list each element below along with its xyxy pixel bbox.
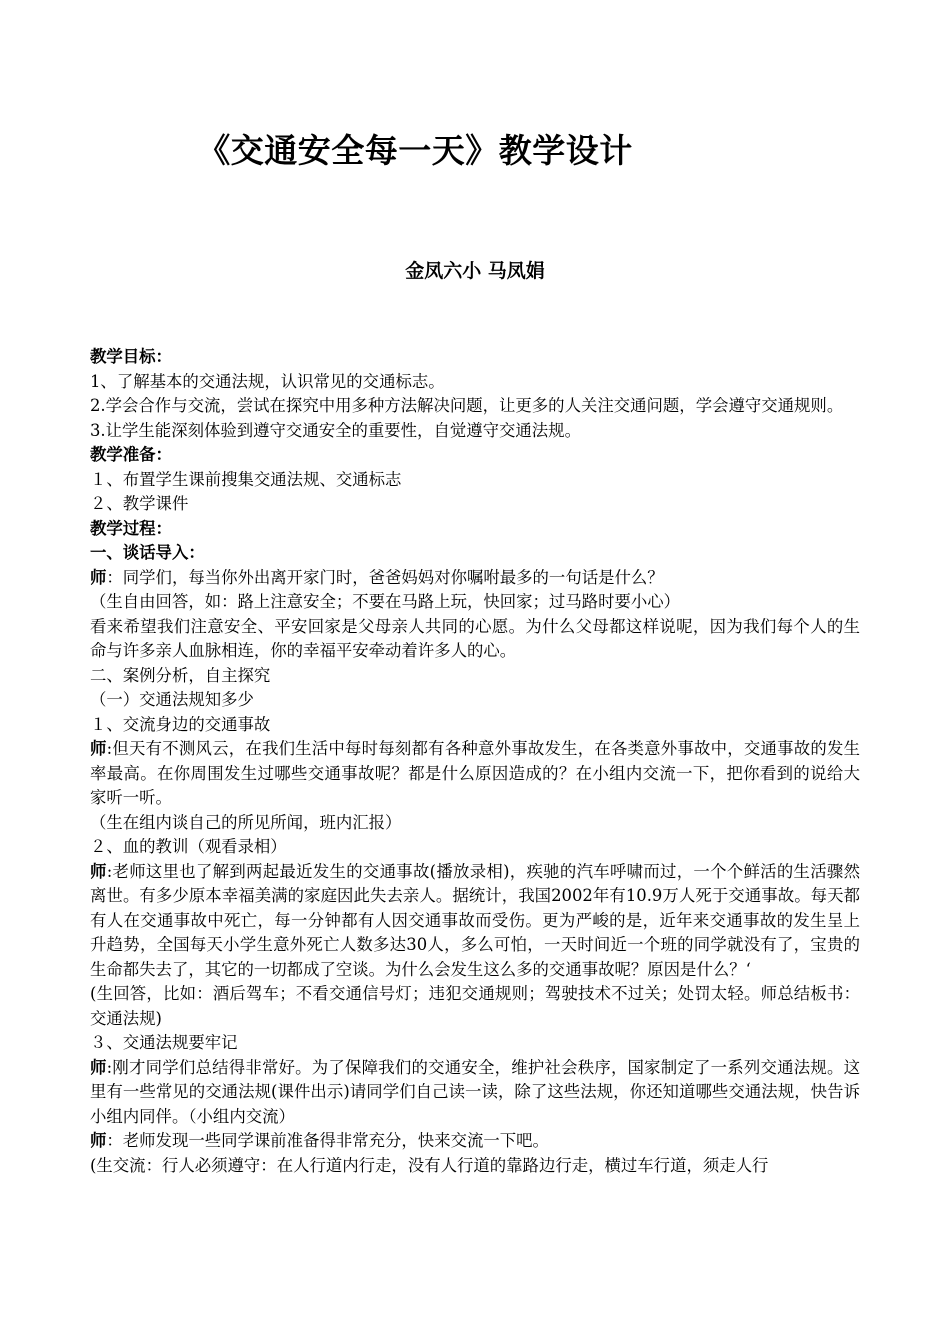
- teacher-label: 师: [90, 567, 107, 587]
- list-item: １、交流身边的交通事故: [90, 714, 271, 734]
- paragraph: （生自由回答，如：路上注意安全；不要在马路上玩，快回家；过马路时要小心）: [90, 592, 681, 611]
- paragraph: (生交流：行人必须遵守：在人行道内行走，没有人行道的靠路边行走，横过车行道，须走人行: [90, 1155, 769, 1175]
- paragraph: (生回答，比如：酒后驾车；不看交通信号灯；违犯交通规则；驾驶技术不过关；处罚太轻。师总结板书：交通法规): [90, 984, 860, 1028]
- prep-heading: 教学准备：: [90, 445, 172, 464]
- paragraph: [90, 566, 860, 591]
- process-heading: 教学过程：: [90, 518, 172, 538]
- prep-item: １、布置学生课前搜集交通法规、交通标志: [90, 469, 402, 489]
- list-item: ２、血的教训（观看录相）: [90, 837, 287, 856]
- teacher-label: 师: [90, 1057, 107, 1077]
- teacher-label: 师: [90, 861, 107, 881]
- paragraph-text: :老师这里也了解到两起最近发生的交通事故(播放录相)，疾驰的汽车呼啸而过，一个个鲜活的生活骤然离世。有多少原本幸福美满的家庭因此失去亲人。据统计，我国2002年有10.9万人死于交通事故。每天都有人在交通事故中死亡，每一分钟都有人因交通事故而受伤。更为严峻的是，近年来交通事故的发生呈上升趋势，全国每天小学生意外死亡人数多达30人，多么可怕，一天时间近一个班的同学就没有了，宝贵的生命都失去了，其它的一切都成了空谈。为什么会发生这么多的交通事故呢？原因是什么？‘: [90, 861, 861, 979]
- teacher-label: 师: [90, 1131, 107, 1150]
- section-heading: 一、谈话导入：: [90, 543, 205, 562]
- paragraph-text: :刚才同学们总结得非常好。为了保障我们的交通安全，维护社会秩序，国家制定了一系列交通法规。这里有一些常见的交通法规(课件出示)请同学们自己读一读，除了这些法规，你还知道哪些交通法规，快告诉小组内同伴。（小组内交流）: [90, 1057, 860, 1126]
- document-author: 金凤六小 马凤娟: [405, 260, 545, 282]
- document-body: [90, 345, 860, 1178]
- paragraph: [90, 737, 860, 811]
- paragraph: 看来希望我们注意安全、平安回家是父母亲人共同的心愿。为什么父母都这样说呢，因为我们每个人的生命与许多亲人血脉相连，你的幸福平安牵动着许多人的心。: [90, 616, 860, 660]
- goal-item: 2.学会合作与交流，尝试在探究中用多种方法解决问题，让更多的人关注交通问题，学会遵守交通规则。: [90, 396, 844, 415]
- goals-heading: 教学目标：: [90, 347, 172, 366]
- document-title: 《交通安全每一天》教学设计: [197, 131, 633, 170]
- goal-item: 1、了解基本的交通法规，认识常见的交通标志。: [90, 371, 445, 391]
- paragraph: [90, 860, 860, 983]
- paragraph-text: ：老师发现一些同学课前准备得非常充分，快来交流一下吧。: [106, 1131, 549, 1150]
- teacher-label: 师: [90, 739, 107, 758]
- list-item: ３、交通法规要牢记: [90, 1033, 238, 1052]
- paragraph: （生在组内谈自己的所见所闻，班内汇报）: [90, 812, 402, 832]
- paragraph-text: ：同学们，每当你外出离开家门时，爸爸妈妈对你嘱咐最多的一句话是什么？: [106, 567, 664, 587]
- paragraph: [90, 1056, 860, 1130]
- prep-item: ２、教学课件: [90, 494, 189, 513]
- paragraph: [90, 1129, 860, 1154]
- goal-item: 3.让学生能深刻体验到遵守交通安全的重要性，自觉遵守交通法规。: [90, 420, 581, 440]
- paragraph-text: :但天有不测风云，在我们生活中每时每刻都有各种意外事故发生，在各类意外事故中，交通事故的发生率最高。在你周围发生过哪些交通事故呢？都是什么原因造成的？在小组内交流一下，把你看到的说给大家听一听。: [90, 739, 860, 807]
- subsection-heading: （一）交通法规知多少: [90, 690, 254, 709]
- section-heading: 二、案例分析，自主探究: [90, 665, 271, 685]
